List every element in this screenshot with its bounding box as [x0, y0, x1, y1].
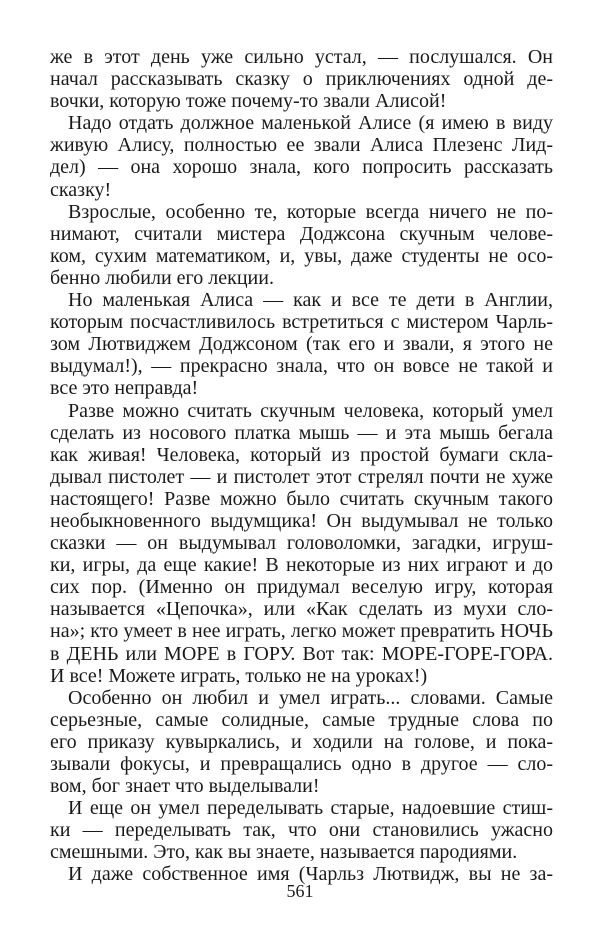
text-line: же в этот день уже сильно устал, — послушался. Он [50, 46, 553, 68]
text-line: И все! Можете играть, только не на уроках!) [50, 664, 428, 687]
text-line: выдумал!), — прекрасно знала, что он вовсе не такой и [50, 355, 553, 378]
text-line: зом Лютвиджем Доджсоном (так его и звали, я этого не [50, 333, 553, 356]
text-line: бенно любили его лекции. [50, 266, 274, 289]
text-line: сделать из носового платка мышь — и эта мышь бегала [50, 421, 553, 444]
text-line: И даже собственное имя (Чарльз Лютвидж, вы не за- [68, 863, 553, 886]
paragraph [50, 400, 553, 687]
text-line: дывал пистолет — и пистолет этот стрелял почти не хуже [50, 465, 553, 488]
text-line: Особенно он любил и умел играть... словами. Самые [68, 686, 553, 709]
text-line: ком, сухим математиком, и, увы, даже студенты не осо- [50, 244, 553, 267]
text-line: начал рассказывать сказку о приключениях одной де- [50, 68, 553, 91]
text-line: живую Алису, полностью ее звали Алиса Плезенс Лид- [50, 134, 553, 157]
text-line: сказки — он выдумывал головоломки, загадки, игруш- [50, 532, 553, 555]
text-line: вом, бог знает что выделывали! [50, 775, 320, 798]
text-line: И еще он умел переделывать старые, надоевшие стиш- [68, 797, 553, 820]
paragraph [50, 797, 553, 863]
text-line: Надо отдать должное маленькой Алисе (я имею в виду [68, 112, 553, 135]
text-line: смешными. Это, как вы знаете, называется пародиями. [50, 841, 518, 864]
text-line: нимают, считали мистера Доджсона скучным челове- [50, 222, 553, 245]
text-line: серьезные, самые солидные, самые трудные слова по [50, 708, 553, 731]
text-line: вочки, которую тоже почему-то звали Алисой! [50, 90, 447, 113]
text-line: его приказу кувыркались, и ходили на голове, и пока- [50, 730, 553, 753]
text-line: Взрослые, особенно те, которые всегда ничего не по- [68, 200, 553, 223]
text-line: настоящего! Разве можно было считать скучным такого [50, 487, 553, 510]
text-line: называется «Цепочка», или «Как сделать из мухи сло- [50, 598, 553, 621]
text-line: зывали фокусы, и превращались одно в другое — сло- [50, 753, 553, 775]
paragraph [50, 687, 553, 797]
text-line: сказку! [50, 178, 112, 201]
text-line: которым посчастливилось встретиться с мистером Чарль- [50, 311, 553, 334]
text-line: все это неправда! [50, 377, 199, 400]
text-line: ки — переделывать так, что они становились ужасно [50, 819, 553, 842]
text-line: сих пор. (Именно он придумал веселую игру, которая [50, 576, 553, 599]
paragraph [50, 289, 553, 399]
text-line: ки, игры, да еще какие! В некоторые из них играют и до [50, 554, 553, 577]
paragraph [50, 112, 553, 200]
page-body-text [50, 46, 553, 886]
text-line: на»; кто умеет в нее играть, легко может превратить НОЧЬ [50, 620, 553, 643]
text-line: в ДЕНЬ или МОРЕ в ГОРУ. Вот так: МОРЕ-ГОРЕ-ГОРА. [50, 642, 553, 665]
text-line: необыкновенного выдумщика! Он выдумывал не только [50, 509, 553, 532]
text-line: дел) — она хорошо знала, кого попросить рассказать [50, 156, 553, 179]
text-line: Разве можно считать скучным человека, который умел [68, 399, 553, 422]
text-line: как живая! Человека, который из простой бумаги скла- [50, 443, 553, 466]
text-line: Но маленькая Алиса — как и все те дети в Англии, [68, 289, 553, 312]
paragraph [50, 46, 553, 112]
paragraph [50, 201, 553, 289]
page-number: 561 [286, 881, 314, 901]
